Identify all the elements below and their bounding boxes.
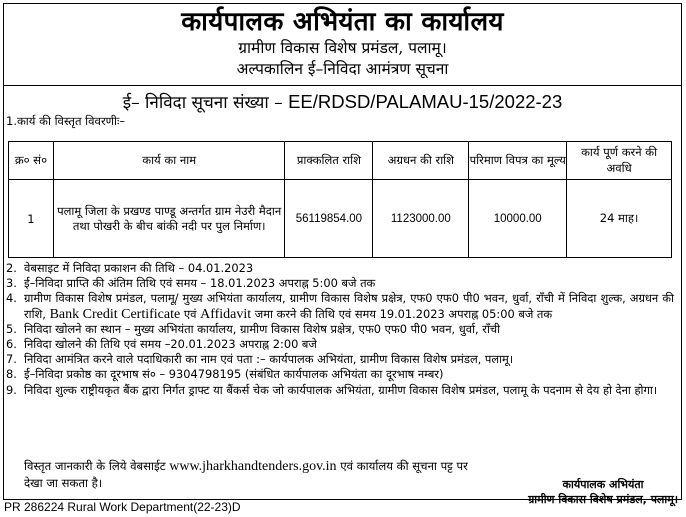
header-completion-period: कार्य पूर्ण करने की अवधि <box>567 142 672 180</box>
header-earnest-money: अग्रधन की राशि <box>373 142 469 180</box>
header-work-name: कार्य का नाम <box>53 142 285 180</box>
cell-sl: 1 <box>9 180 54 258</box>
nit-prefix: ई– निविदा सूचना संख्या – <box>122 93 283 113</box>
bank-credit-certificate: Bank Credit Certificate <box>49 306 181 322</box>
affidavit: Affidavit <box>200 306 252 322</box>
header-estimate: प्राक्कलित राशि <box>285 142 373 180</box>
list-item: 7. निविदा आमंत्रित करने वाले पदाधिकारी का नाम एवं पता :– कार्यपालक अभियंता, ग्रामीण विकास विशेष प्रमंडल, पलामू। <box>6 352 514 367</box>
list-item: 8. ई–निविदा प्रकोष्ठ का दूरभाष सं० – 9304798195 (संबंधित कार्यपालक अभियंता का दूरभाष नम्बर) <box>6 367 444 382</box>
header-boq-cost: परिमाण विपत्र का मूल्य <box>469 142 567 180</box>
list-item: 4. ग्रामीण विकास विशेष प्रमंडल, पलामू/ मुख्य अभियंता कार्यालय, ग्रामीण विकास विशेष प्रक्षेत्र, एफ0 एफ0 पी0 भवन, धुर्वा, राँची में निविदा शुल्क, अग्रधन की राशि, Bank Credit Certificate एवं Affidavit जमा करने की तिथि एवं समय 19.01.2023 अपराह्न 05:00 बजे तक <box>6 291 674 322</box>
cell-estimate: 56119854.00 <box>285 180 373 258</box>
header-divider <box>4 85 681 86</box>
table-header-row <box>9 142 672 180</box>
office-title: कार्यपालक अभियंता का कार्यालय <box>181 7 504 37</box>
table-row <box>9 180 672 258</box>
footer-note: विस्तृत जानकारी के लिये वेबसाईट www.jharkhandtenders.gov.in एवं कार्यालय की सूचना पट्ट पर देखा जा सकता है। <box>24 459 468 490</box>
list-item: 5. निविदा खोलने का स्थान – मुख्य अभियंता कार्यालय, ग्रामीण विकास विशेष प्रक्षेत्र, एफ0 एफ0 पी0 भवन, धुर्वा, राँची <box>6 321 501 336</box>
signatory-office: ग्रामीण विकास विशेष प्रमंडल, पलामू। <box>528 493 678 506</box>
website-link[interactable]: www.jharkhandtenders.gov.in <box>169 459 337 474</box>
nit-number-line <box>4 90 681 113</box>
list-item: 9. निविदा शुल्क राष्ट्रीयकृत बैंक द्वारा निर्गत ड्राफ्ट या बैंकर्स चेक जो कार्यपालक अभियंता, ग्रामीण विकास विशेष प्रमंडल, पलामू के पदनाम से देय हो देना होगा। <box>6 382 658 397</box>
pr-number: PR 286224 Rural Work Department(22-23)D <box>4 500 241 514</box>
list-item: 2. वेबसाइट में निविदा प्रकाशन की तिथि – 04.01.2023 <box>6 261 254 275</box>
division-title: ग्रामीण विकास विशेष प्रमंडल, पलामू। <box>238 39 447 57</box>
nit-number: EE/RDSD/PALAMAU-15/2022-23 <box>288 91 563 112</box>
signatory-title: कार्यपालक अभियंता <box>562 478 644 491</box>
details-list <box>0 261 674 398</box>
notice-title: अल्पकालिन ई–निविदा आमंत्रण सूचना <box>236 59 449 78</box>
list-item: 6. निविदा खोलने की तिथि एवं समय –20.01.2023 अपराह्न 2:00 बजे <box>6 337 317 352</box>
cell-earnest-money: 1123000.00 <box>373 180 469 258</box>
notice-header <box>4 9 681 77</box>
cell-completion-period: 24 माह। <box>567 180 672 258</box>
cell-boq-cost: 10000.00 <box>469 180 567 258</box>
works-table <box>8 141 672 258</box>
cell-work-name: पलामू जिला के प्रखण्ड पाण्डू अन्तर्गत ग्राम नेउरी मैदान तथा पोखरी के बीच बांकी नदी पर पुल निर्माण। <box>53 180 285 258</box>
header-sl: क्र० सं० <box>9 142 54 180</box>
section-title: 1.कार्य की विस्तृत विवरणीः– <box>6 114 126 128</box>
signature-block <box>528 477 678 507</box>
list-item: 3. ई–निविदा प्राप्ति की अंतिम तिथि एवं समय – 18.01.2023 अपराह्न 5:00 बजे तक <box>6 276 376 291</box>
